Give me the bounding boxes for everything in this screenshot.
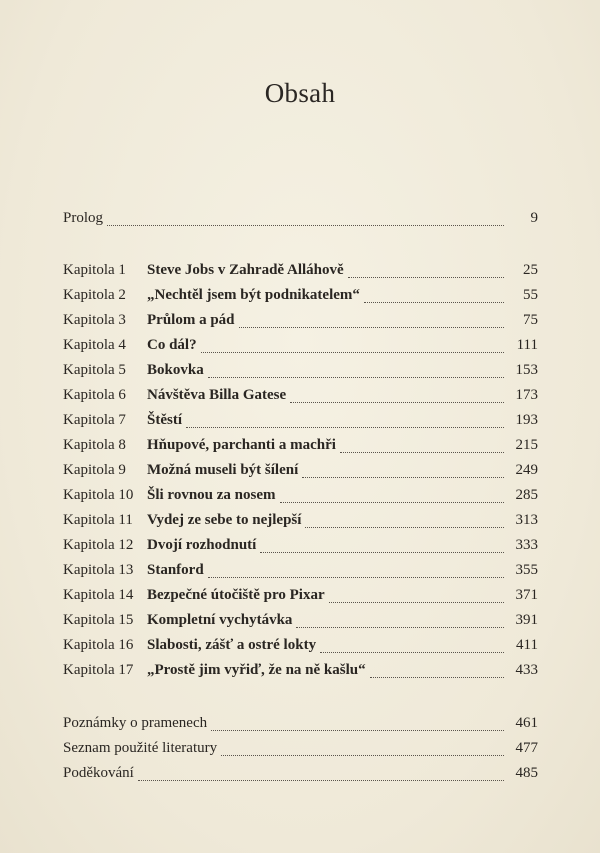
- dot-leader: [290, 401, 504, 403]
- toc-entry-chapter[interactable]: [63, 562, 538, 584]
- chapter-label: Kapitola 11: [63, 512, 133, 528]
- chapter-label: Kapitola 1: [63, 262, 126, 278]
- dot-leader: [221, 754, 504, 756]
- toc-entry-chapter[interactable]: [63, 412, 538, 434]
- chapter-label: Kapitola 13: [63, 562, 134, 578]
- dot-leader: [370, 676, 504, 678]
- toc-entry-chapter[interactable]: [63, 512, 538, 534]
- chapter-title: Vydej ze sebe to nejlepší: [147, 512, 302, 528]
- toc-entry-chapter[interactable]: [63, 612, 538, 634]
- page-number: 215: [515, 437, 538, 453]
- chapter-title: Průlom a pád: [147, 312, 235, 328]
- toc-entry-chapter[interactable]: [63, 587, 538, 609]
- chapter-title: „Nechtěl jsem být podnikatelem“: [147, 287, 360, 303]
- dot-leader: [296, 626, 504, 628]
- chapter-label: Kapitola 2: [63, 287, 126, 303]
- page-number: 313: [515, 512, 538, 528]
- chapter-label: Kapitola 4: [63, 337, 126, 353]
- toc-entry-back-matter[interactable]: [63, 765, 538, 787]
- chapter-label: Kapitola 7: [63, 412, 126, 428]
- toc-entry-chapter[interactable]: [63, 662, 538, 684]
- chapter-label: Kapitola 12: [63, 537, 134, 553]
- chapter-title: Štěstí: [147, 412, 182, 428]
- toc-entry-chapter[interactable]: [63, 487, 538, 509]
- toc-entry-chapter[interactable]: [63, 337, 538, 359]
- page-number: 371: [515, 587, 538, 603]
- page-number: 55: [523, 287, 538, 303]
- dot-leader: [348, 276, 504, 278]
- chapter-label: Kapitola 10: [63, 487, 134, 503]
- chapter-title: Hňupové, parchanti a machři: [147, 437, 336, 453]
- chapter-label: Kapitola 15: [63, 612, 134, 628]
- dot-leader: [239, 326, 504, 328]
- dot-leader: [302, 476, 504, 478]
- page-number: 333: [515, 537, 538, 553]
- dot-leader: [364, 301, 504, 303]
- page-number: 249: [515, 462, 538, 478]
- page-number: 391: [515, 612, 538, 628]
- dot-leader: [320, 651, 504, 653]
- dot-leader: [260, 551, 504, 553]
- page-number: 477: [515, 740, 538, 756]
- chapter-label: Kapitola 8: [63, 437, 126, 453]
- toc-entry-chapter[interactable]: [63, 462, 538, 484]
- dot-leader: [186, 426, 504, 428]
- entry-title: Prolog: [63, 210, 104, 226]
- toc-entry-chapter[interactable]: [63, 287, 538, 309]
- page-title: Obsah: [264, 78, 336, 108]
- chapter-title: Stanford: [147, 562, 204, 578]
- dot-leader: [305, 526, 504, 528]
- toc-entry-chapter[interactable]: [63, 437, 538, 459]
- page-number: 153: [515, 362, 538, 378]
- page-number: 25: [523, 262, 538, 278]
- chapter-title: Bokovka: [147, 362, 204, 378]
- dot-leader: [201, 351, 504, 353]
- chapter-label: Kapitola 16: [63, 637, 134, 653]
- entry-title: Seznam použité literatury: [63, 740, 218, 756]
- chapter-label: Kapitola 17: [63, 662, 134, 678]
- toc-entry-chapter[interactable]: [63, 312, 538, 334]
- page-number: 461: [515, 715, 538, 731]
- chapter-title: Steve Jobs v Zahradě Alláhově: [147, 262, 344, 278]
- toc-entry-chapter[interactable]: [63, 262, 538, 284]
- chapter-title: Co dál?: [147, 337, 197, 353]
- page-number: 173: [515, 387, 538, 403]
- toc-entry-chapter[interactable]: [63, 637, 538, 659]
- dot-leader: [280, 501, 505, 503]
- toc-entry-back-matter[interactable]: [63, 740, 538, 762]
- chapter-title: Šli rovnou za nosem: [147, 487, 276, 503]
- toc-entry-chapter[interactable]: [63, 537, 538, 559]
- page-number: 433: [515, 662, 538, 678]
- chapter-title: „Prostě jim vyřiď, že na ně kašlu“: [147, 662, 366, 678]
- chapter-label: Kapitola 14: [63, 587, 134, 603]
- entry-title: Poděkování: [63, 765, 134, 781]
- entry-title: Poznámky o pramenech: [63, 715, 208, 731]
- toc-entry-back-matter[interactable]: [63, 715, 538, 737]
- chapter-title: Návštěva Billa Gatese: [147, 387, 287, 403]
- chapter-title: Kompletní vychytávka: [147, 612, 293, 628]
- toc-entry-chapter[interactable]: [63, 362, 538, 384]
- page-number: 9: [530, 210, 538, 226]
- dot-leader: [138, 779, 504, 781]
- dot-leader: [208, 376, 504, 378]
- page-number: 355: [515, 562, 538, 578]
- page-number: 193: [515, 412, 538, 428]
- dot-leader: [211, 729, 504, 731]
- dot-leader: [340, 451, 504, 453]
- chapter-label: Kapitola 5: [63, 362, 126, 378]
- dot-leader: [107, 224, 504, 226]
- chapter-title: Dvojí rozhodnutí: [147, 537, 257, 553]
- page-number: 75: [523, 312, 538, 328]
- chapter-label: Kapitola 3: [63, 312, 126, 328]
- page-number: 485: [515, 765, 538, 781]
- chapter-label: Kapitola 6: [63, 387, 126, 403]
- chapter-label: Kapitola 9: [63, 462, 126, 478]
- page-number: 285: [515, 487, 538, 503]
- chapter-title: Bezpečné útočiště pro Pixar: [147, 587, 325, 603]
- chapter-title: Slabosti, zášť a ostré lokty: [147, 637, 317, 653]
- dot-leader: [208, 576, 504, 578]
- toc-entry-chapter[interactable]: [63, 387, 538, 409]
- dot-leader: [329, 601, 504, 603]
- chapter-title: Možná museli být šílení: [147, 462, 299, 478]
- page-number: 411: [516, 637, 538, 653]
- page-number: 111: [516, 337, 538, 353]
- toc-entry-prolog[interactable]: [63, 210, 538, 232]
